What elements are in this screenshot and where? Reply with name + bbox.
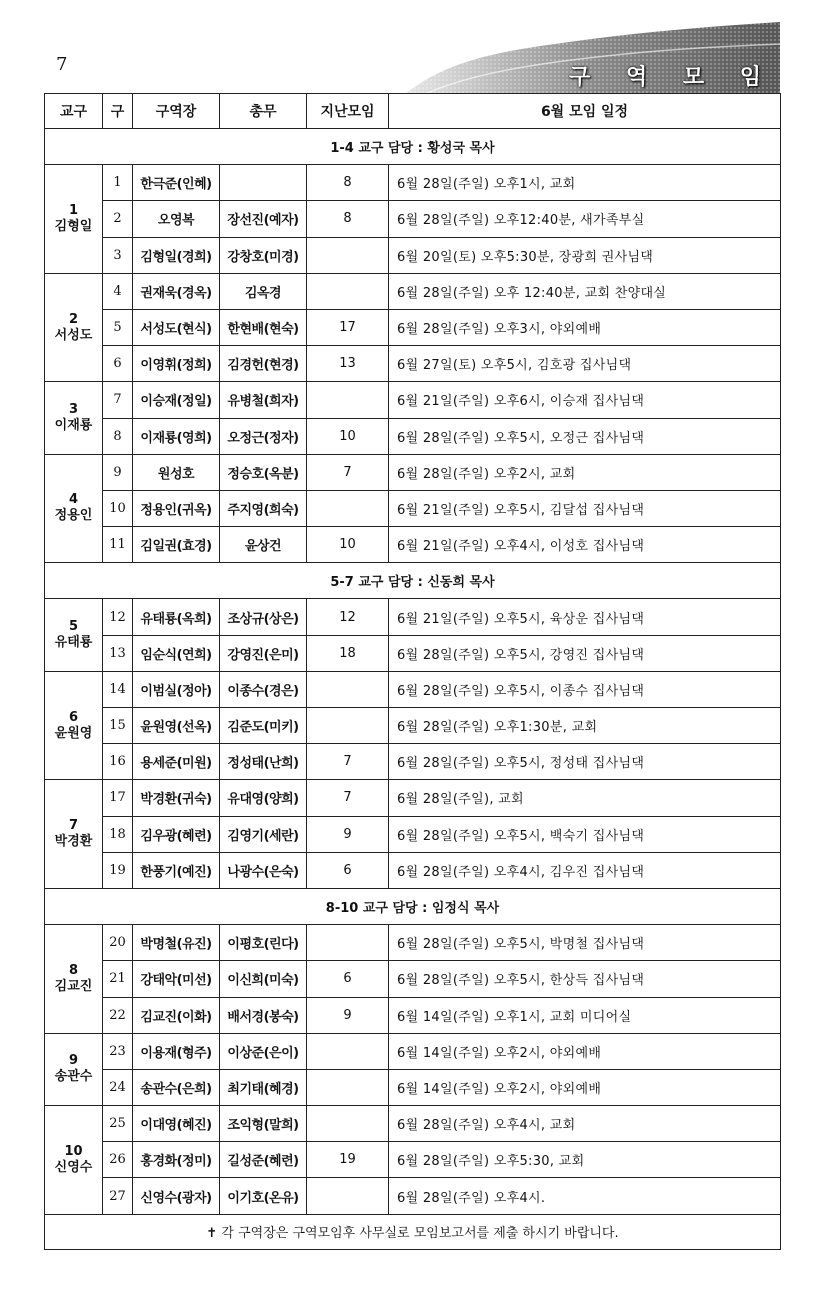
zone-secretary: 김옥경 (220, 273, 307, 309)
district-pastor-name: 이재룡 (54, 418, 93, 433)
last-meeting-count (307, 708, 389, 744)
table-row (45, 1069, 781, 1105)
zone-leader: 이대영(혜진) (133, 1106, 220, 1142)
last-meeting-count (307, 1069, 389, 1105)
zone-leader: 권재욱(경옥) (133, 273, 220, 309)
zone-number: 20 (103, 925, 133, 961)
district-pastor-name: 정용인 (54, 508, 93, 524)
last-meeting-count: 6 (307, 852, 389, 888)
district-number: 8 (68, 962, 79, 978)
district-pastor-name: 윤원영 (54, 725, 93, 741)
zone-secretary: 길성준(혜련) (220, 1142, 307, 1178)
table-row (45, 346, 781, 382)
district-number: 2 (68, 311, 79, 327)
header-schedule: 6월 모임 일정 (389, 94, 781, 129)
zone-secretary: 김영기(세란) (220, 816, 307, 852)
zone-number: 3 (103, 237, 133, 273)
zone-number: 10 (103, 490, 133, 526)
zone-number: 16 (103, 744, 133, 780)
district-meeting-table (44, 93, 781, 1250)
section-header-row (45, 563, 781, 599)
table-row (45, 925, 781, 961)
meeting-schedule: 6월 14일(주일) 오후2시, 야외예배 (389, 1033, 781, 1069)
zone-secretary: 주지영(희숙) (220, 490, 307, 526)
zone-leader: 임순식(연희) (133, 635, 220, 671)
meeting-schedule: 6월 21일(주일) 오후4시, 이성호 집사님댁 (389, 527, 781, 563)
zone-number: 15 (103, 708, 133, 744)
zone-leader: 윤원영(선옥) (133, 708, 220, 744)
zone-number: 7 (103, 382, 133, 418)
table-row (45, 1106, 781, 1142)
district-cell (45, 599, 103, 671)
meeting-schedule: 6월 28일(주일) 오후2시, 교회 (389, 454, 781, 490)
table-row (45, 671, 781, 707)
zone-number: 8 (103, 418, 133, 454)
district-cell (45, 165, 103, 274)
zone-number: 6 (103, 346, 133, 382)
last-meeting-count: 9 (307, 816, 389, 852)
section-title: 구 역 모 임 (569, 65, 775, 90)
zone-leader: 이재룡(영희) (133, 418, 220, 454)
table-row (45, 237, 781, 273)
district-cell (45, 454, 103, 563)
meeting-schedule: 6월 28일(주일) 오후5시, 강영진 집사님댁 (389, 635, 781, 671)
header-secretary: 총무 (220, 94, 307, 129)
last-meeting-count: 18 (307, 635, 389, 671)
zone-leader: 한극준(인혜) (133, 165, 220, 201)
zone-secretary: 이종수(경은) (220, 671, 307, 707)
table-row (45, 599, 781, 635)
table-row (45, 418, 781, 454)
meeting-schedule: 6월 28일(주일) 오후5시, 박명철 집사님댁 (389, 925, 781, 961)
district-pastor-name: 박경환 (54, 834, 93, 850)
meeting-schedule: 6월 28일(주일) 오후4시, 교회 (389, 1106, 781, 1142)
district-number: 7 (68, 818, 79, 834)
last-meeting-count: 17 (307, 309, 389, 345)
section-title: 5-7 교구 담당 : 신동희 목사 (45, 563, 781, 599)
table-row (45, 165, 781, 201)
zone-leader: 신영수(광자) (133, 1178, 220, 1214)
last-meeting-count (307, 237, 389, 273)
last-meeting-count: 8 (307, 165, 389, 201)
district-cell (45, 780, 103, 889)
meeting-schedule: 6월 28일(주일) 오후5시, 한상득 집사님댁 (389, 961, 781, 997)
last-meeting-count: 7 (307, 454, 389, 490)
last-meeting-count (307, 1178, 389, 1214)
zone-number: 25 (103, 1106, 133, 1142)
district-cell (45, 273, 103, 382)
table-row (45, 816, 781, 852)
zone-secretary: 이평호(린다) (220, 925, 307, 961)
last-meeting-count: 13 (307, 346, 389, 382)
table-row (45, 961, 781, 997)
table-row (45, 852, 781, 888)
table-row (45, 1142, 781, 1178)
district-cell (45, 1106, 103, 1215)
zone-secretary: 이기호(온유) (220, 1178, 307, 1214)
table-row (45, 744, 781, 780)
zone-secretary: 장선진(예자) (220, 201, 307, 237)
last-meeting-count (307, 382, 389, 418)
zone-secretary: 조상규(상은) (220, 599, 307, 635)
meeting-schedule: 6월 14일(주일) 오후2시, 야외예배 (389, 1069, 781, 1105)
meeting-schedule: 6월 21일(주일) 오후6시, 이승재 집사님댁 (389, 382, 781, 418)
district-number: 1 (68, 202, 79, 218)
zone-leader: 김형일(경희) (133, 237, 220, 273)
table-row (45, 454, 781, 490)
section-header-row (45, 129, 781, 165)
zone-secretary: 최기태(혜경) (220, 1069, 307, 1105)
district-cell (45, 382, 103, 454)
header-leader: 구역장 (133, 94, 220, 129)
zone-secretary: 강영진(은미) (220, 635, 307, 671)
meeting-schedule: 6월 28일(주일) 오후5시, 정성태 집사님댁 (389, 744, 781, 780)
table-header-row (45, 94, 781, 129)
district-number: 3 (68, 402, 79, 417)
table-row (45, 708, 781, 744)
zone-number: 11 (103, 527, 133, 563)
zone-leader: 김일권(효경) (133, 527, 220, 563)
section-title: 8-10 교구 담당 : 임정식 목사 (45, 888, 781, 924)
district-number: 10 (64, 1143, 83, 1159)
table-row (45, 309, 781, 345)
zone-number: 18 (103, 816, 133, 852)
district-pastor-name: 유태룡 (54, 635, 93, 651)
zone-leader: 정용인(귀옥) (133, 490, 220, 526)
meeting-schedule: 6월 28일(주일) 오후5시, 오정근 집사님댁 (389, 418, 781, 454)
zone-leader: 원성호 (133, 454, 220, 490)
zone-secretary: 배서경(봉숙) (220, 997, 307, 1033)
meeting-schedule: 6월 14일(주일) 오후1시, 교회 미디어실 (389, 997, 781, 1033)
section-header-row (45, 888, 781, 924)
page-number: 7 (56, 54, 68, 75)
zone-leader: 박경환(귀숙) (133, 780, 220, 816)
meeting-schedule: 6월 21일(주일) 오후5시, 육상운 집사님댁 (389, 599, 781, 635)
zone-leader: 송관수(은희) (133, 1069, 220, 1105)
zone-secretary: 조익형(말희) (220, 1106, 307, 1142)
table-row (45, 201, 781, 237)
district-number: 6 (68, 709, 79, 725)
district-number: 5 (68, 619, 79, 635)
zone-number: 4 (103, 273, 133, 309)
zone-number: 26 (103, 1142, 133, 1178)
zone-number: 22 (103, 997, 133, 1033)
meeting-schedule: 6월 28일(주일) 오후5시, 백숙기 집사님댁 (389, 816, 781, 852)
section-title: 1-4 교구 담당 : 황성국 목사 (45, 129, 781, 165)
footer-notice: ✝ 각 구역장은 구역모임후 사무실로 모임보고서를 제출 하시기 바랍니다. (45, 1214, 781, 1249)
zone-leader: 이영휘(정희) (133, 346, 220, 382)
zone-secretary: 유대영(양희) (220, 780, 307, 816)
last-meeting-count: 10 (307, 527, 389, 563)
zone-secretary: 강창호(미경) (220, 237, 307, 273)
district-number: 4 (68, 492, 79, 508)
zone-leader: 유태룡(옥희) (133, 599, 220, 635)
zone-leader: 이범실(정아) (133, 671, 220, 707)
zone-number: 13 (103, 635, 133, 671)
zone-number: 5 (103, 309, 133, 345)
zone-secretary: 정승호(옥분) (220, 454, 307, 490)
table-row (45, 1033, 781, 1069)
last-meeting-count: 7 (307, 780, 389, 816)
zone-leader: 용세준(미원) (133, 744, 220, 780)
last-meeting-count: 10 (307, 418, 389, 454)
zone-number: 27 (103, 1178, 133, 1214)
zone-secretary: 한현배(현숙) (220, 309, 307, 345)
table-row (45, 997, 781, 1033)
meeting-schedule: 6월 21일(주일) 오후5시, 김달섭 집사님댁 (389, 490, 781, 526)
table-row (45, 273, 781, 309)
last-meeting-count: 7 (307, 744, 389, 780)
last-meeting-count (307, 671, 389, 707)
table-row (45, 490, 781, 526)
district-pastor-name: 신영수 (54, 1159, 93, 1175)
zone-number: 19 (103, 852, 133, 888)
last-meeting-count: 12 (307, 599, 389, 635)
last-meeting-count (307, 1106, 389, 1142)
meeting-schedule: 6월 28일(주일) 오후5:30, 교회 (389, 1142, 781, 1178)
district-cell (45, 671, 103, 780)
zone-secretary: 이상준(은이) (220, 1033, 307, 1069)
table-row (45, 382, 781, 418)
zone-number: 24 (103, 1069, 133, 1105)
table-row (45, 635, 781, 671)
zone-leader: 홍경화(정미) (133, 1142, 220, 1178)
meeting-schedule: 6월 28일(주일) 오후4시. (389, 1178, 781, 1214)
zone-secretary: 나광수(은숙) (220, 852, 307, 888)
district-number: 9 (68, 1053, 79, 1069)
zone-number: 21 (103, 961, 133, 997)
zone-leader: 강태악(미선) (133, 961, 220, 997)
last-meeting-count: 19 (307, 1142, 389, 1178)
zone-secretary: 김경헌(현경) (220, 346, 307, 382)
zone-number: 14 (103, 671, 133, 707)
zone-leader: 서성도(현식) (133, 309, 220, 345)
last-meeting-count (307, 273, 389, 309)
district-pastor-name: 서성도 (54, 327, 93, 343)
meeting-schedule: 6월 28일(주일) 오후3시, 야외예배 (389, 309, 781, 345)
zone-number: 9 (103, 454, 133, 490)
meeting-schedule: 6월 28일(주일) 오후5시, 이종수 집사님댁 (389, 671, 781, 707)
zone-number: 17 (103, 780, 133, 816)
meeting-schedule: 6월 28일(주일) 오후1시, 교회 (389, 165, 781, 201)
zone-number: 2 (103, 201, 133, 237)
meeting-schedule: 6월 27일(토) 오후5시, 김호광 집사님댁 (389, 346, 781, 382)
last-meeting-count (307, 1033, 389, 1069)
header-zone: 구 (103, 94, 133, 129)
zone-leader: 오영복 (133, 201, 220, 237)
zone-leader: 김우광(혜련) (133, 816, 220, 852)
zone-leader: 김교진(이화) (133, 997, 220, 1033)
last-meeting-count (307, 490, 389, 526)
header-district: 교구 (45, 94, 103, 129)
last-meeting-count: 6 (307, 961, 389, 997)
zone-secretary: 오정근(정자) (220, 418, 307, 454)
zone-leader: 박명철(유진) (133, 925, 220, 961)
zone-secretary: 이신희(미숙) (220, 961, 307, 997)
zone-secretary: 김준도(미키) (220, 708, 307, 744)
header-last-meeting: 지난모임 (307, 94, 389, 129)
zone-number: 23 (103, 1033, 133, 1069)
zone-number: 12 (103, 599, 133, 635)
meeting-schedule: 6월 28일(주일) 오후12:40분, 새가족부실 (389, 201, 781, 237)
zone-number: 1 (103, 165, 133, 201)
zone-leader: 이승재(정일) (133, 382, 220, 418)
table-row (45, 527, 781, 563)
zone-secretary: 유병철(희자) (220, 382, 307, 418)
zone-leader: 한풍기(예진) (133, 852, 220, 888)
table-row (45, 1178, 781, 1214)
zone-secretary: 정성태(난희) (220, 744, 307, 780)
meeting-schedule: 6월 28일(주일) 오후4시, 김우진 집사님댁 (389, 852, 781, 888)
last-meeting-count (307, 925, 389, 961)
footer-row (45, 1214, 781, 1249)
zone-secretary: 윤상건 (220, 527, 307, 563)
last-meeting-count: 9 (307, 997, 389, 1033)
meeting-schedule: 6월 20일(토) 오후5:30분, 장광희 권사님댁 (389, 237, 781, 273)
district-cell (45, 1033, 103, 1105)
last-meeting-count: 8 (307, 201, 389, 237)
meeting-schedule: 6월 28일(주일), 교회 (389, 780, 781, 816)
district-pastor-name: 송관수 (54, 1069, 93, 1085)
district-pastor-name: 김형일 (54, 218, 93, 234)
district-pastor-name: 김교진 (54, 978, 93, 994)
meeting-schedule: 6월 28일(주일) 오후 12:40분, 교회 찬양대실 (389, 273, 781, 309)
zone-leader: 이용재(형주) (133, 1033, 220, 1069)
table-row (45, 780, 781, 816)
zone-secretary (220, 165, 307, 201)
meeting-schedule: 6월 28일(주일) 오후1:30분, 교회 (389, 708, 781, 744)
district-cell (45, 925, 103, 1034)
